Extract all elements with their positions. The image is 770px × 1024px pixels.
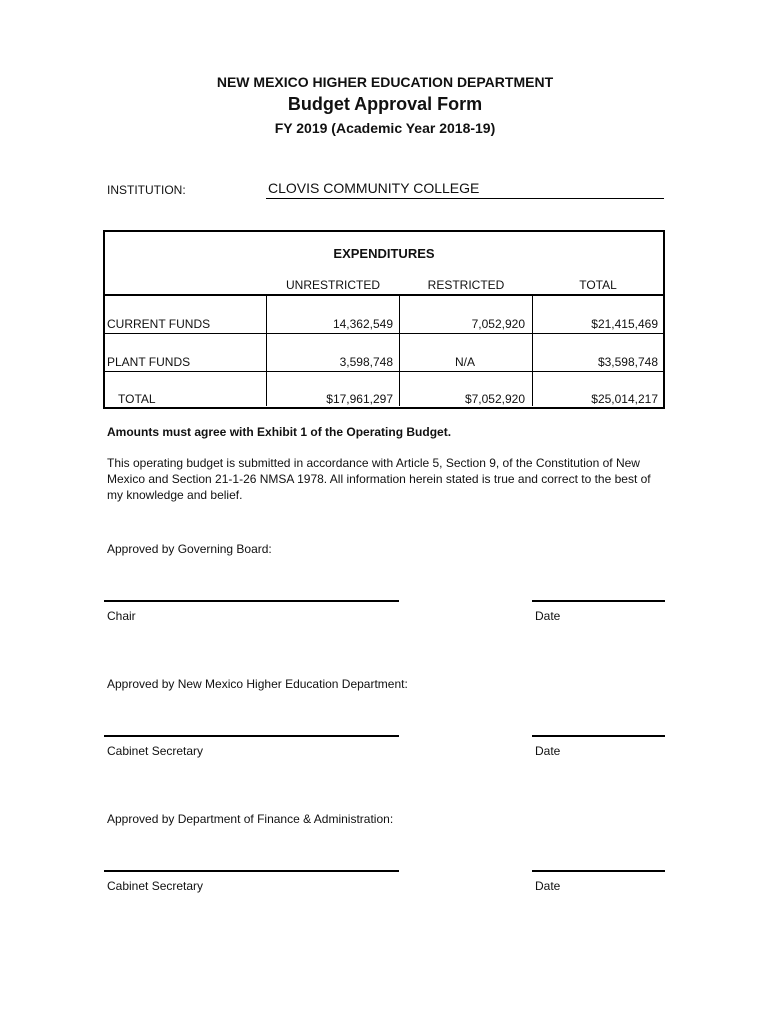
plant-funds-unrestricted: 3,598,748 bbox=[339, 355, 393, 369]
current-funds-restricted: 7,052,920 bbox=[471, 317, 525, 331]
date-label-hed: Date bbox=[535, 744, 561, 758]
form-title: Budget Approval Form bbox=[287, 94, 483, 114]
approval-heading-dfa: Approved by Department of Finance & Administration: bbox=[107, 812, 394, 826]
current-funds-total: $21,415,469 bbox=[591, 317, 658, 331]
signature-line-chair bbox=[104, 600, 399, 602]
row-label-total: TOTAL bbox=[118, 392, 156, 406]
table-grid-line bbox=[105, 333, 663, 334]
date-line-hed bbox=[532, 735, 665, 737]
approval-heading-governing-board: Approved by Governing Board: bbox=[107, 542, 272, 556]
grand-total: $25,014,217 bbox=[591, 392, 658, 406]
institution-value: CLOVIS COMMUNITY COLLEGE bbox=[268, 180, 480, 196]
date-line-chair bbox=[532, 600, 665, 602]
certification-statement: This operating budget is submitted in accordance with Article 5, Section 9, of the Constitution of New Mexico and Section 21-1-26 NMSA 1978. All information herein stated is true and correct to the best of my knowledge and belief. bbox=[107, 456, 651, 502]
fiscal-year: FY 2019 (Academic Year 2018-19) bbox=[274, 120, 496, 136]
date-label-chair: Date bbox=[535, 609, 561, 623]
signature-line-hed-secretary bbox=[104, 735, 399, 737]
total-unrestricted: $17,961,297 bbox=[326, 392, 393, 406]
current-funds-unrestricted: 14,362,549 bbox=[332, 317, 393, 331]
signer-label-dfa-secretary: Cabinet Secretary bbox=[107, 879, 204, 893]
institution-label: INSTITUTION: bbox=[107, 183, 186, 197]
column-header-restricted: RESTRICTED bbox=[427, 278, 505, 292]
column-header-total: TOTAL bbox=[579, 278, 617, 292]
row-label-current-funds: CURRENT FUNDS bbox=[107, 317, 211, 331]
department-name: NEW MEXICO HIGHER EDUCATION DEPARTMENT bbox=[216, 74, 554, 90]
table-header-divider bbox=[105, 294, 663, 296]
row-label-plant-funds: PLANT FUNDS bbox=[107, 355, 191, 369]
exhibit-note: Amounts must agree with Exhibit 1 of the Operating Budget. bbox=[107, 425, 452, 439]
column-header-unrestricted: UNRESTRICTED bbox=[285, 278, 380, 292]
signer-label-hed-secretary: Cabinet Secretary bbox=[107, 744, 204, 758]
date-label-dfa: Date bbox=[535, 879, 561, 893]
signature-line-dfa-secretary bbox=[104, 870, 399, 872]
total-restricted: $7,052,920 bbox=[464, 392, 525, 406]
plant-funds-restricted: N/A bbox=[454, 355, 475, 369]
date-line-dfa bbox=[532, 870, 665, 872]
table-grid-line bbox=[532, 296, 533, 406]
table-grid-line bbox=[266, 296, 267, 406]
institution-underline bbox=[266, 198, 664, 199]
table-grid-line bbox=[105, 371, 663, 372]
approval-heading-hed: Approved by New Mexico Higher Education Department: bbox=[107, 677, 408, 691]
expenditures-title: EXPENDITURES bbox=[333, 246, 435, 261]
table-grid-line bbox=[399, 296, 400, 406]
plant-funds-total: $3,598,748 bbox=[597, 355, 658, 369]
signer-label-chair: Chair bbox=[107, 609, 136, 623]
